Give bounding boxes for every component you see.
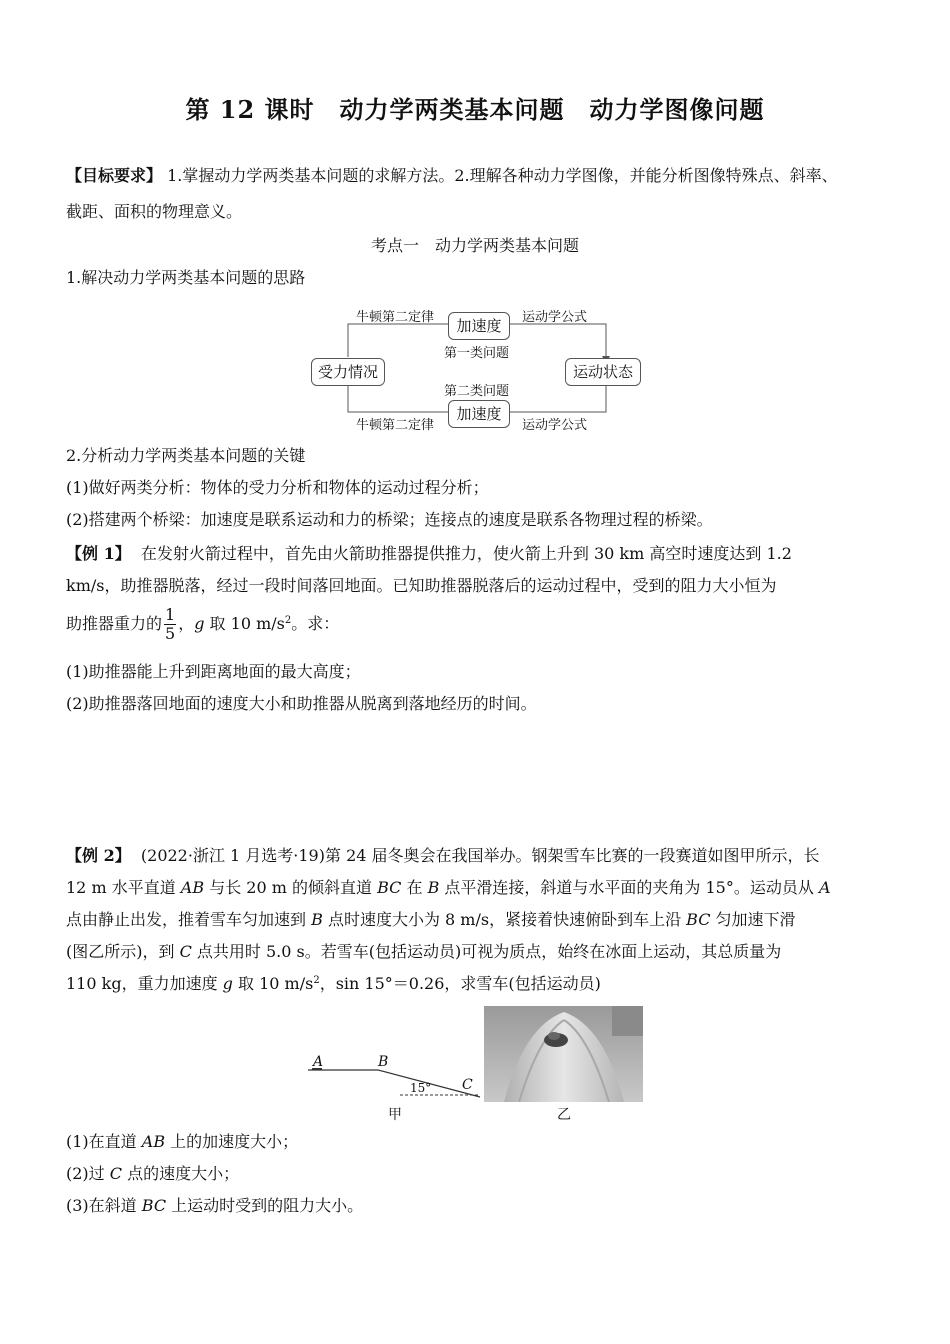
box-motion: 运动状态	[565, 358, 641, 386]
ex2-text-2b: 与长 20 m 的倾斜直道	[204, 878, 378, 897]
sup-2: 2	[284, 615, 292, 626]
ex2-text-3b: 点时速度大小为 8 m/s，紧接着快速俯卧到车上沿	[322, 910, 687, 929]
ex2-text-3c: 匀加速下滑	[710, 910, 796, 929]
goal-label: 【目标要求】	[66, 166, 163, 185]
ex2-text-2a: 12 m 水平直道	[66, 878, 181, 897]
ex2-q2	[66, 1164, 239, 1184]
key-2: (2)搭建两个桥梁：加速度是联系运动和力的桥梁；连接点的速度是联系各物理过程的桥梁。	[66, 510, 713, 529]
goal-text-1: 1.掌握动力学两类基本问题的求解方法。2.理解各种动力学图像，并能分析图像特殊点、斜率、	[167, 166, 838, 185]
item-2: 2.分析动力学两类基本问题的关键	[66, 446, 306, 465]
ex1-text-1: 在发射火箭过程中，首先由火箭助推器提供推力，使火箭上升到 30 km 高空时速度达到 1.2	[140, 544, 792, 563]
goal-line-1	[66, 166, 838, 186]
symbol-g: g	[222, 974, 233, 993]
label-type2: 第二类问题	[444, 384, 510, 399]
ex2-line-3	[66, 910, 796, 930]
ex2-q1	[66, 1132, 298, 1152]
ex2-line-2	[66, 878, 831, 898]
symbol-g: g	[194, 614, 205, 633]
ex2-text-5b: 取 10 m/s	[232, 974, 314, 993]
ex2-text-5a: 110 kg，重力加速度	[66, 974, 223, 993]
ex2-q3a: (3)在斜道	[66, 1196, 142, 1215]
ex1-text-3c: 取 10 m/s	[204, 614, 285, 633]
ex2-text-4a: (图乙所示)，到	[66, 942, 180, 961]
item-1: 1.解决动力学两类基本问题的思路	[66, 268, 306, 287]
ex2-q2b: 点的速度大小；	[122, 1164, 240, 1183]
ex1-q1: (1)助推器能上升到距离地面的最大高度；	[66, 662, 361, 681]
key-1: (1)做好两类分析：物体的受力分析和物体的运动过程分析；	[66, 478, 489, 497]
symbol-B: B	[427, 878, 440, 897]
ex1-line-3	[66, 606, 339, 643]
ex2-q1b: 上的加速度大小；	[165, 1132, 299, 1151]
ex1-text-3b: ，	[178, 614, 195, 633]
ex2-text-2d: 点平滑连接，斜道与水平面的夹角为 15°。运动员从	[439, 878, 819, 897]
fig-label-A: A	[313, 1054, 324, 1070]
symbol-AB: AB	[141, 1132, 166, 1151]
ex1-text-3d: 。求：	[291, 614, 340, 633]
fig-label-C: C	[462, 1077, 473, 1093]
fig-caption-yi: 乙	[557, 1107, 571, 1123]
page-title: 第 12 课时 动力学两类基本问题 动力学图像问题	[185, 95, 765, 124]
sup-2: 2	[313, 975, 320, 986]
symbol-BC: BC	[377, 878, 402, 897]
fraction-one-fifth	[164, 606, 176, 643]
ex2-label: 【例 2】	[66, 846, 131, 865]
ex2-line-4	[66, 942, 781, 962]
ex1-text-3a: 助推器重力的	[66, 614, 163, 633]
symbol-C: C	[109, 1164, 123, 1183]
sled-photo	[484, 1006, 643, 1102]
ex2-text-2c: 在	[401, 878, 428, 897]
symbol-AB: AB	[180, 878, 205, 897]
label-kin-top: 运动学公式	[522, 310, 588, 325]
label-type1: 第一类问题	[444, 346, 510, 361]
symbol-B: B	[311, 910, 323, 929]
ex2-text-3a: 点由静止出发，推着雪车匀加速到	[66, 910, 312, 929]
symbol-BC: BC	[686, 910, 711, 929]
frac-numerator: 1	[165, 605, 176, 624]
box-accel-top: 加速度	[448, 312, 510, 340]
fig-caption-jia: 甲	[388, 1107, 402, 1123]
ex2-q1a: (1)在直道	[66, 1132, 142, 1151]
section-heading: 考点一 动力学两类基本问题	[370, 236, 579, 255]
ex2-line-5	[66, 974, 601, 994]
frac-denominator: 5	[165, 624, 176, 643]
symbol-BC: BC	[141, 1196, 167, 1215]
symbol-C: C	[179, 942, 192, 961]
goal-line-2: 截距、面积的物理意义。	[66, 202, 243, 221]
ex1-label: 【例 1】	[66, 544, 131, 563]
box-force: 受力情况	[311, 358, 385, 386]
ex1-line-1	[66, 544, 792, 564]
label-kin-bottom: 运动学公式	[522, 418, 588, 433]
ex2-text-4b: 点共用时 5.0 s。若雪车(包括运动员)可视为质点，始终在冰面上运动，其总质量为	[191, 942, 782, 961]
ex2-q2a: (2)过	[66, 1164, 110, 1183]
ex1-line-2: km/s，助推器脱落，经过一段时间落回地面。已知助推器脱落后的运动过程中，受到的阻力大小恒为	[66, 576, 777, 595]
ex2-line-1	[66, 846, 820, 866]
fig-label-B: B	[378, 1054, 389, 1070]
label-newton-top: 牛顿第二定律	[356, 310, 435, 325]
ex1-q2: (2)助推器落回地面的速度大小和助推器从脱离到落地经历的时间。	[66, 694, 537, 713]
symbol-A: A	[818, 878, 831, 897]
ex2-text-1: (2022·浙江 1 月选考·19)第 24 届冬奥会在我国举办。钢架雪车比赛的一段赛道如图甲所示，长	[140, 846, 820, 865]
fig-angle: 15°	[410, 1081, 432, 1095]
ex2-q3	[66, 1196, 363, 1216]
box-accel-bottom: 加速度	[448, 400, 510, 428]
label-newton-bottom: 牛顿第二定律	[356, 418, 435, 433]
ex2-text-5c: ，sin 15°＝0.26，求雪车(包括运动员)	[319, 974, 601, 993]
ex2-q3b: 上运动时受到的阻力大小。	[166, 1196, 364, 1215]
